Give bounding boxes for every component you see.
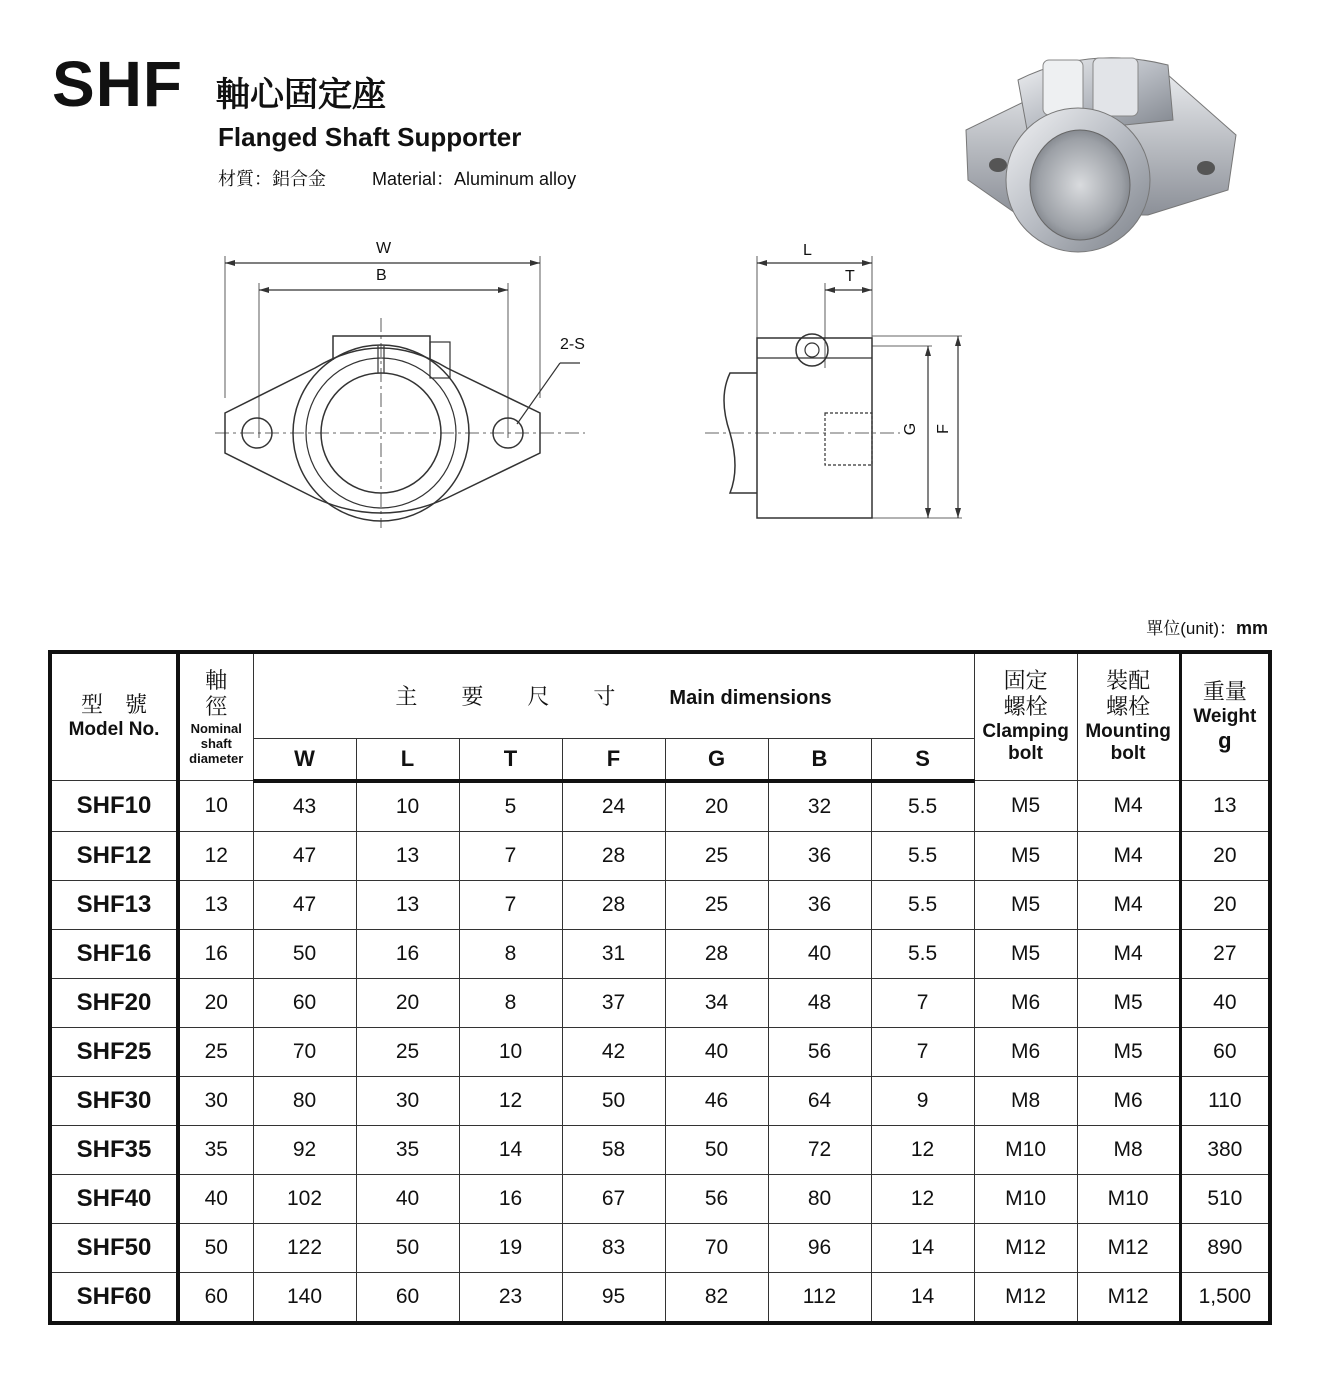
header-mounting-en-1: Mounting	[1085, 721, 1171, 742]
table-row	[50, 880, 1270, 929]
model-cell: SHF16	[50, 929, 178, 978]
dim-f-cell: 83	[562, 1223, 665, 1272]
dim-w-cell: 47	[253, 880, 356, 929]
header-dim-b: B	[768, 738, 871, 781]
header-main-en: Main dimensions	[669, 687, 832, 710]
dim-t-cell: 8	[459, 978, 562, 1027]
header-weight	[1180, 652, 1270, 781]
mounting-bolt-cell: M4	[1077, 880, 1180, 929]
dim-l-cell: 60	[356, 1272, 459, 1323]
model-cell: SHF13	[50, 880, 178, 929]
dim-b-cell: 48	[768, 978, 871, 1027]
dim-w-cell: 80	[253, 1076, 356, 1125]
dim-b-cell: 80	[768, 1174, 871, 1223]
dim-w-cell: 122	[253, 1223, 356, 1272]
header-nominal-en-3: diameter	[189, 750, 244, 766]
mounting-bolt-cell: M12	[1077, 1272, 1180, 1323]
dim-g-cell: 25	[665, 831, 768, 880]
table-row	[50, 1174, 1270, 1223]
dimension-label-t: T	[845, 268, 855, 285]
table-row	[50, 929, 1270, 978]
table-header-row	[50, 652, 1270, 738]
dim-t-cell: 5	[459, 781, 562, 832]
mounting-bolt-cell: M5	[1077, 1027, 1180, 1076]
model-cell: SHF25	[50, 1027, 178, 1076]
dim-g-cell: 20	[665, 781, 768, 832]
dim-b-cell: 72	[768, 1125, 871, 1174]
dim-f-cell: 50	[562, 1076, 665, 1125]
dim-b-cell: 64	[768, 1076, 871, 1125]
dim-l-cell: 16	[356, 929, 459, 978]
table-row	[50, 1272, 1270, 1323]
header-clamping-cn-1: 固定	[1003, 669, 1048, 694]
weight-cell: 27	[1180, 929, 1270, 978]
dim-l-cell: 50	[356, 1223, 459, 1272]
header-model-cn: 型 號	[80, 693, 147, 718]
header-nominal-en-1: Nominal	[190, 720, 242, 736]
weight-cell: 20	[1180, 831, 1270, 880]
shaft-diameter-cell: 16	[178, 929, 253, 978]
model-cell: SHF50	[50, 1223, 178, 1272]
dim-t-cell: 8	[459, 929, 562, 978]
dim-s-cell: 9	[871, 1076, 974, 1125]
shaft-diameter-cell: 10	[178, 781, 253, 832]
clamping-bolt-cell: M5	[974, 880, 1077, 929]
unit-label-mm: mm	[1235, 618, 1268, 638]
header-clamping-en-1: Clamping	[982, 721, 1069, 742]
shaft-diameter-cell: 40	[178, 1174, 253, 1223]
header-mounting-en-2: bolt	[1110, 743, 1146, 764]
dim-l-cell: 40	[356, 1174, 459, 1223]
dim-g-cell: 46	[665, 1076, 768, 1125]
mounting-bolt-cell: M8	[1077, 1125, 1180, 1174]
model-cell: SHF40	[50, 1174, 178, 1223]
clamping-bolt-cell: M6	[974, 1027, 1077, 1076]
dim-f-cell: 37	[562, 978, 665, 1027]
dim-t-cell: 12	[459, 1076, 562, 1125]
clamping-bolt-cell: M12	[974, 1223, 1077, 1272]
dim-t-cell: 14	[459, 1125, 562, 1174]
header-model-en: Model No.	[68, 719, 160, 740]
dim-g-cell: 82	[665, 1272, 768, 1323]
dim-g-cell: 56	[665, 1174, 768, 1223]
weight-cell: 40	[1180, 978, 1270, 1027]
dim-s-cell: 5.5	[871, 880, 974, 929]
header-mounting-cn-2: 螺栓	[1106, 695, 1151, 720]
dim-f-cell: 58	[562, 1125, 665, 1174]
mounting-bolt-cell: M10	[1077, 1174, 1180, 1223]
dim-w-cell: 50	[253, 929, 356, 978]
dim-g-cell: 40	[665, 1027, 768, 1076]
dimension-label-w: W	[376, 240, 392, 257]
header-nominal-cn: 軸徑	[205, 668, 228, 720]
dim-l-cell: 13	[356, 831, 459, 880]
header-nominal-diameter	[178, 652, 253, 781]
mounting-bolt-cell: M4	[1077, 781, 1180, 832]
mounting-bolt-cell: M4	[1077, 831, 1180, 880]
dim-t-cell: 16	[459, 1174, 562, 1223]
shaft-diameter-cell: 20	[178, 978, 253, 1027]
dim-b-cell: 32	[768, 781, 871, 832]
clamping-bolt-cell: M5	[974, 929, 1077, 978]
dim-t-cell: 23	[459, 1272, 562, 1323]
table-row	[50, 831, 1270, 880]
header-dim-s: S	[871, 738, 974, 781]
mounting-bolt-cell: M5	[1077, 978, 1180, 1027]
dim-g-cell: 25	[665, 880, 768, 929]
dim-s-cell: 7	[871, 1027, 974, 1076]
title-chinese: 軸心固定座	[216, 75, 386, 115]
clamping-bolt-cell: M10	[974, 1125, 1077, 1174]
table-row	[50, 978, 1270, 1027]
dim-s-cell: 12	[871, 1125, 974, 1174]
dimension-label-2s: 2-S	[560, 336, 585, 353]
dimension-label-b: B	[376, 267, 387, 284]
mounting-bolt-cell: M6	[1077, 1076, 1180, 1125]
dim-s-cell: 5.5	[871, 929, 974, 978]
unit-label-cn: 單位	[1146, 619, 1181, 639]
weight-cell: 13	[1180, 781, 1270, 832]
shaft-diameter-cell: 30	[178, 1076, 253, 1125]
clamping-bolt-cell: M6	[974, 978, 1077, 1027]
shaft-diameter-cell: 13	[178, 880, 253, 929]
dim-b-cell: 36	[768, 880, 871, 929]
dim-w-cell: 43	[253, 781, 356, 832]
header-clamping-bolt	[974, 652, 1077, 781]
clamping-bolt-cell: M8	[974, 1076, 1077, 1125]
weight-cell: 510	[1180, 1174, 1270, 1223]
clamping-bolt-cell: M12	[974, 1272, 1077, 1323]
model-cell: SHF60	[50, 1272, 178, 1323]
dim-s-cell: 12	[871, 1174, 974, 1223]
dim-l-cell: 10	[356, 781, 459, 832]
weight-cell: 1,500	[1180, 1272, 1270, 1323]
dim-b-cell: 40	[768, 929, 871, 978]
table-row	[50, 1076, 1270, 1125]
mounting-bolt-cell: M12	[1077, 1223, 1180, 1272]
header-clamping-cn-2: 螺栓	[1003, 695, 1048, 720]
model-cell: SHF12	[50, 831, 178, 880]
dim-l-cell: 30	[356, 1076, 459, 1125]
header-model-no	[50, 652, 178, 781]
dim-f-cell: 67	[562, 1174, 665, 1223]
dim-g-cell: 34	[665, 978, 768, 1027]
clamping-bolt-cell: M10	[974, 1174, 1077, 1223]
dim-g-cell: 28	[665, 929, 768, 978]
table-row	[50, 1027, 1270, 1076]
dim-t-cell: 19	[459, 1223, 562, 1272]
weight-cell: 890	[1180, 1223, 1270, 1272]
weight-cell: 20	[1180, 880, 1270, 929]
dim-b-cell: 56	[768, 1027, 871, 1076]
dim-s-cell: 5.5	[871, 781, 974, 832]
dim-f-cell: 28	[562, 831, 665, 880]
header-dim-f: F	[562, 738, 665, 781]
header-main-dimensions	[253, 652, 974, 738]
dim-f-cell: 42	[562, 1027, 665, 1076]
model-cell: SHF20	[50, 978, 178, 1027]
header-clamping-en-2: bolt	[1008, 743, 1043, 764]
weight-cell: 380	[1180, 1125, 1270, 1174]
dim-t-cell: 10	[459, 1027, 562, 1076]
dim-s-cell: 7	[871, 978, 974, 1027]
shaft-diameter-cell: 35	[178, 1125, 253, 1174]
header-dim-g: G	[665, 738, 768, 781]
dim-f-cell: 31	[562, 929, 665, 978]
dim-b-cell: 112	[768, 1272, 871, 1323]
unit-label-en: (unit)：	[1180, 619, 1236, 638]
dim-w-cell: 70	[253, 1027, 356, 1076]
dim-g-cell: 70	[665, 1223, 768, 1272]
unit-label	[1100, 614, 1268, 639]
model-cell: SHF10	[50, 781, 178, 832]
table-row	[50, 1223, 1270, 1272]
dim-t-cell: 7	[459, 831, 562, 880]
header-dim-w: W	[253, 738, 356, 781]
dim-l-cell: 20	[356, 978, 459, 1027]
header-dim-l: L	[356, 738, 459, 781]
title-english: Flanged Shaft Supporter	[218, 122, 522, 152]
header-nominal-en-2: shaft	[200, 735, 232, 751]
weight-cell: 110	[1180, 1076, 1270, 1125]
dim-t-cell: 7	[459, 880, 562, 929]
shaft-diameter-cell: 50	[178, 1223, 253, 1272]
dimension-label-g: G	[902, 422, 920, 436]
shaft-diameter-cell: 12	[178, 831, 253, 880]
dim-w-cell: 102	[253, 1174, 356, 1223]
table-body	[50, 781, 1270, 1323]
model-cell: SHF35	[50, 1125, 178, 1174]
dim-s-cell: 5.5	[871, 831, 974, 880]
material-english: Material：Aluminum alloy	[372, 169, 577, 189]
dim-s-cell: 14	[871, 1223, 974, 1272]
dim-b-cell: 36	[768, 831, 871, 880]
product-photo	[958, 40, 1238, 260]
dim-f-cell: 28	[562, 880, 665, 929]
header-main-cn: 主要尺寸	[395, 685, 660, 711]
dim-b-cell: 96	[768, 1223, 871, 1272]
front-view-drawing	[215, 238, 595, 538]
header-weight-unit: g	[1218, 728, 1232, 753]
model-code: SHF	[52, 48, 183, 120]
header-dim-t: T	[459, 738, 562, 781]
mounting-bolt-cell: M4	[1077, 929, 1180, 978]
clamping-bolt-cell: M5	[974, 831, 1077, 880]
table-row	[50, 781, 1270, 832]
shaft-diameter-cell: 25	[178, 1027, 253, 1076]
model-cell: SHF30	[50, 1076, 178, 1125]
dimension-label-l: L	[803, 242, 812, 259]
dim-w-cell: 47	[253, 831, 356, 880]
clamping-bolt-cell: M5	[974, 781, 1077, 832]
table-row	[50, 1125, 1270, 1174]
dim-g-cell: 50	[665, 1125, 768, 1174]
header-weight-en: Weight	[1193, 706, 1257, 727]
weight-cell: 60	[1180, 1027, 1270, 1076]
header-mounting-bolt	[1077, 652, 1180, 781]
dim-f-cell: 24	[562, 781, 665, 832]
dim-w-cell: 140	[253, 1272, 356, 1323]
dim-w-cell: 60	[253, 978, 356, 1027]
dim-l-cell: 25	[356, 1027, 459, 1076]
dim-w-cell: 92	[253, 1125, 356, 1174]
dim-s-cell: 14	[871, 1272, 974, 1323]
dim-f-cell: 95	[562, 1272, 665, 1323]
dim-l-cell: 13	[356, 880, 459, 929]
material-chinese: 材質：鋁合金	[218, 169, 326, 190]
dimension-label-f: F	[934, 424, 952, 434]
dim-l-cell: 35	[356, 1125, 459, 1174]
header-weight-cn: 重量	[1202, 680, 1247, 705]
header-mounting-cn-1: 裝配	[1106, 669, 1151, 694]
shaft-diameter-cell: 60	[178, 1272, 253, 1323]
specification-table	[48, 650, 1272, 1325]
